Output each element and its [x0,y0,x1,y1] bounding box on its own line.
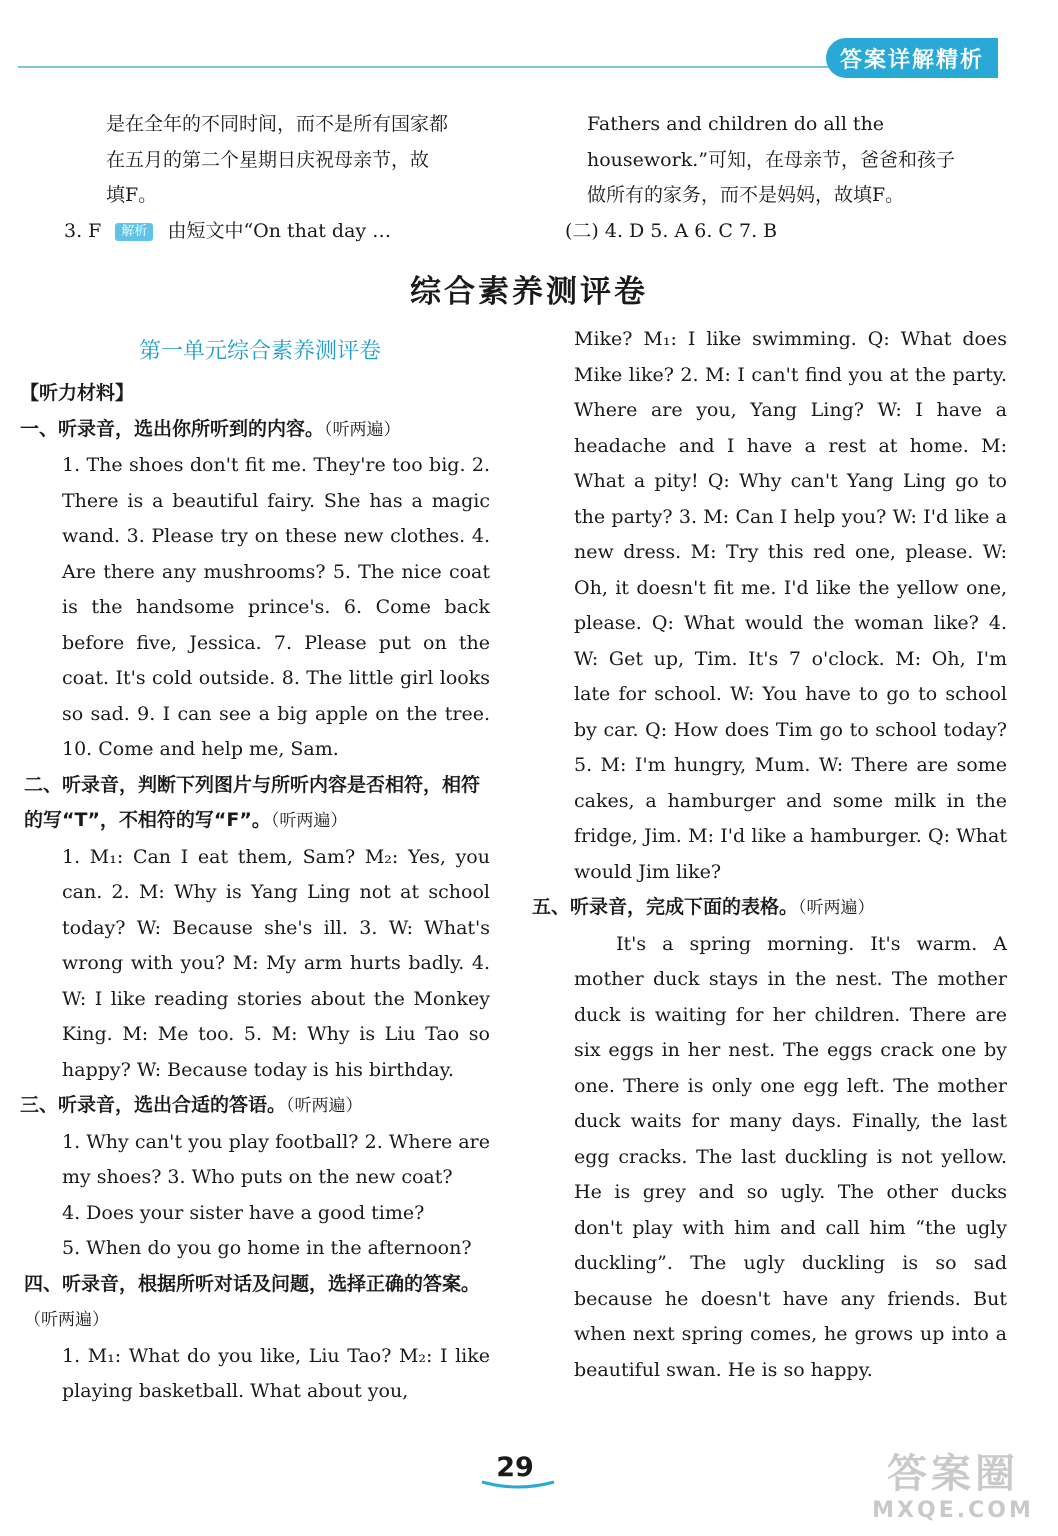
header-rule [18,66,848,68]
top-right-line-1: Fathers and children do all the [587,113,885,135]
section-2-title: 二、听录音，判断下列图片与所听内容是否相符，相符的写“T”，不相符的写“F”。（听两遍） [24,773,481,831]
watermark-logo: 答案圈 [887,1451,1019,1497]
section-5-text: It's a spring morning. It's warm. A mother duck stays in the nest. The mother duck is waiting for her children. There are six eggs in her nest. The eggs crack one by one. There is only one egg left. The mother duck waits for many days. Finally, the last egg cracks. The last duckling is not yellow. He is grey and so ugly. The other ducks don't play with him and call him “the ugly duckling”. The ugly duckling is so sad because he doesn't have any friends. But when next spring comes, he grows up into a beautiful swan. He is so happy. [574,932,1007,1381]
top-left-line-1: 是在全年的不同时间，而不是所有国家都 [106,113,449,135]
q3-line [64,214,484,250]
watermark [858,1450,1048,1532]
section-4-continued: Mike? M₁: I like swimming. Q: What does Mike like? 2. M: I can't find you at the party. Where are you, Yang Ling? W: I have a headache and I have a rest at home. M: What a pity! Q: Why can't Yang Ling go to the party? 3. M: Can I help you? W: I'd like a new dress. M: Try this red one, please. W: Oh, it doesn't fit me. I'd like the yellow one, please. Q: What would the woman like? 4. W: Get up, Tim. It's 7 o'clock. M: Oh, I'm late for school. W: You have to go to school by car. Q: How does Tim go to school today? 5. M: I'm hungry, Mum. W: There are some cakes, a hamburger and some milk in the fridge, Jim. M: I'd like a hamburger. Q: What would Jim like? [574,328,1007,883]
q3-text: 由短文中“On that day … [167,219,392,242]
unit-title: 第一单元综合素养测评卷 [138,339,381,364]
section-2-text: 1. M₁: Can I eat them, Sam? M₂: Yes, you can. 2. M: Why is Yang Ling not at school today? W: Because she's ill. 3. W: What's wrong with you? M: My arm hurts badly. 4. W: I like reading stories about the Monkey King. M: Me too. 5. M: Why is Liu Tao so happy? W: Because today is his birthday. [62,845,490,1081]
q3-prefix: 3. F [64,219,102,242]
top-left-line-3: 填F。 [106,184,158,206]
analysis-badge: 解析 [115,223,153,241]
page-number: 29 [496,1452,534,1483]
top-right-line-2: housework.”可知，在母亲节，爸爸和孩子 [587,148,955,171]
top-left-line-2: 在五月的第二个星期日庆祝母亲节，故 [106,148,430,171]
section-4-title: 四、听录音，根据所听对话及问题，选择正确的答案。（听两遍） [24,1272,481,1330]
top-right-block [565,107,995,249]
material-label: 【听力材料】 [20,382,135,404]
answers-line: (二) 4. D 5. A 6. C 7. B [565,219,778,242]
section-3-text-c: 5. When do you go home in the afternoon? [62,1237,472,1259]
section-5-title: 五、听录音，完成下面的表格。（听两遍） [532,896,875,918]
left-column [20,376,490,1410]
section-3-title: 三、听录音，选出合适的答语。（听两遍） [20,1094,363,1116]
main-title: 综合素养测评卷 [410,274,648,310]
section-1-text: 1. The shoes don't fit me. They're too big. 2. There is a beautiful fairy. She has a magic wand. 3. Please try on these new clothes. 4. Are there any mushrooms? 5. The nice coat is the handsome prince's. 6. Come back before five, Jessica. 7. Please put on the coat. It's cold outside. 8. The little girl looks so sad. 9. I can see a big apple on the tree. 10. Come and help me, Sam. [62,454,490,760]
header-tag: 答案详解精析 [826,38,998,78]
watermark-url: MXQE.COM [872,1498,1034,1523]
section-3-text-b: 4. Does your sister have a good time? [62,1201,425,1224]
page-number-arc [478,1478,558,1492]
section-1-title: 一、听录音，选出你所听到的内容。（听两遍） [20,417,401,440]
right-column [532,322,1007,1388]
section-3-text-a: 1. Why can't you play football? 2. Where are my shoes? 3. Who puts on the new coat? [62,1130,490,1188]
top-right-line-3: 做所有的家务，而不是妈妈，故填F。 [587,184,905,206]
section-4-text: 1. M₁: What do you like, Liu Tao? M₂: I like playing basketball. What about you, [62,1344,490,1402]
top-left-block [64,107,484,249]
